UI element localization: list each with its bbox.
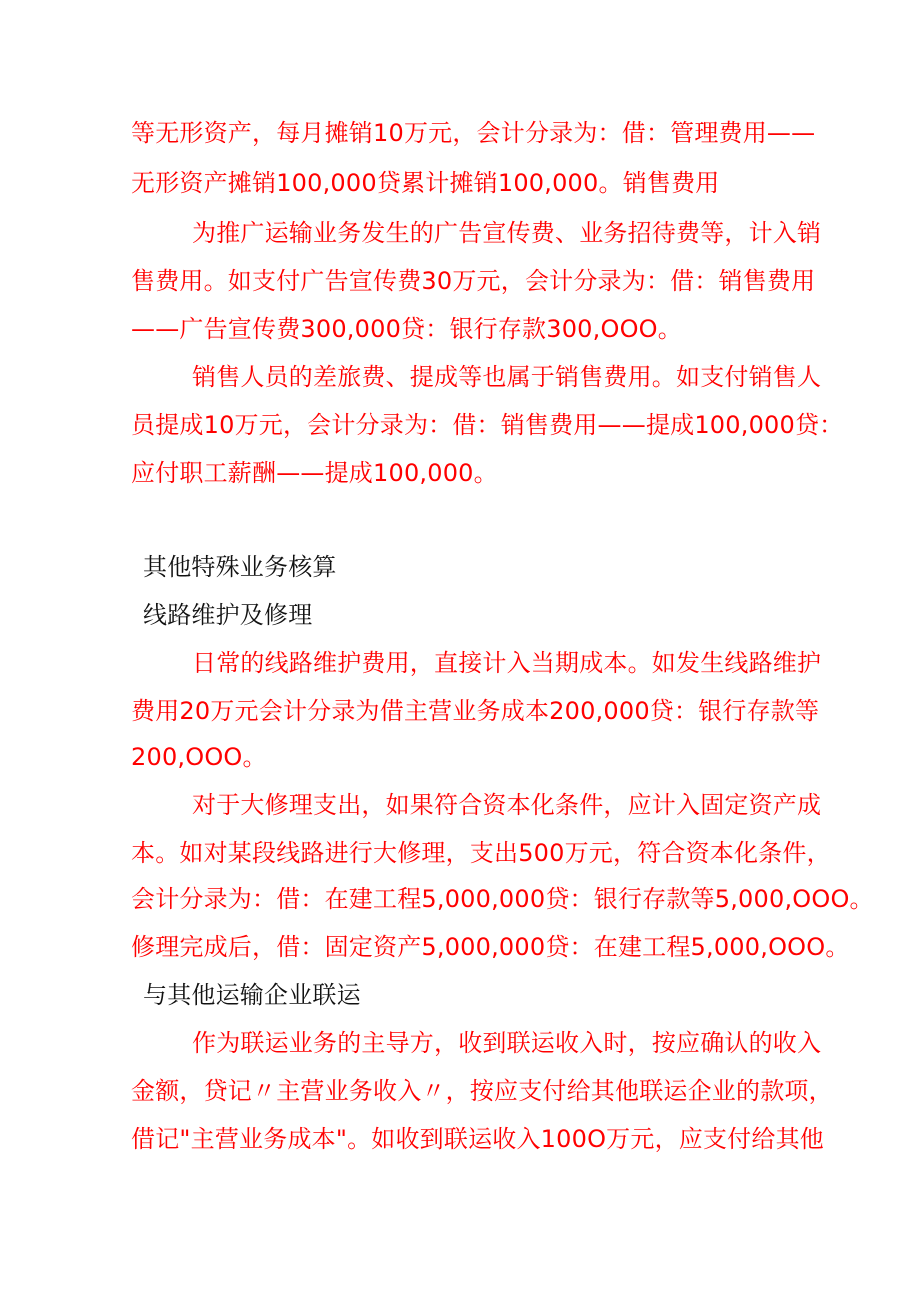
paragraph-line: 费用20万元会计分录为借主营业务成本200,000贷：银行存款等: [131, 697, 820, 725]
paragraph-line: 应付职工薪酬——提成100,000。: [131, 459, 498, 487]
subsection-heading: 线路维护及修理: [143, 601, 313, 629]
paragraph-line: 本。如对某段线路进行大修理，支出500万元，符合资本化条件，: [131, 839, 831, 867]
paragraph-line: 200,OOO。: [131, 743, 267, 771]
paragraph-line: 会计分录为：借：在建工程5,000,000贷：银行存款等5,000,OOO。: [131, 885, 874, 913]
paragraph-line: 售费用。如支付广告宣传费30万元，会计分录为：借：销售费用: [131, 267, 816, 295]
paragraph-line: 销售人员的差旅费、提成等也属于销售费用。如支付销售人: [192, 363, 822, 391]
paragraph-line: 日常的线路维护费用，直接计入当期成本。如发生线路维护: [192, 649, 822, 677]
paragraph-line: ——广告宣传费300,000贷：银行存款300,OOO。: [131, 315, 682, 343]
paragraph-line: 员提成10万元，会计分录为：借：销售费用——提成100,000贷：: [131, 411, 844, 439]
subsection-heading: 与其他运输企业联运: [143, 981, 361, 1009]
paragraph-line: 等无形资产，每月摊销10万元，会计分录为：借：管理费用——: [131, 119, 816, 147]
paragraph-line: 金额，贷记〃主营业务收入〃，按应支付给其他联运企业的款项，: [131, 1077, 833, 1105]
section-heading: 其他特殊业务核算: [143, 553, 337, 581]
paragraph-line: 借记"主营业务成本"。如收到联运收入100O万元，应支付给其他: [131, 1125, 824, 1153]
paragraph-line: 对于大修理支出，如果符合资本化条件，应计入固定资产成: [192, 791, 822, 819]
paragraph-line: 修理完成后，借：固定资产5,000,000贷：在建工程5,000,OOO。: [131, 933, 850, 961]
paragraph-line: 为推广运输业务发生的广告宣传费、业务招待费等，计入销: [192, 219, 822, 247]
paragraph-line: 无形资产摊销100,000贷累计摊销100,000。销售费用: [131, 169, 720, 197]
paragraph-line: 作为联运业务的主导方，收到联运收入时，按应确认的收入: [192, 1029, 822, 1057]
